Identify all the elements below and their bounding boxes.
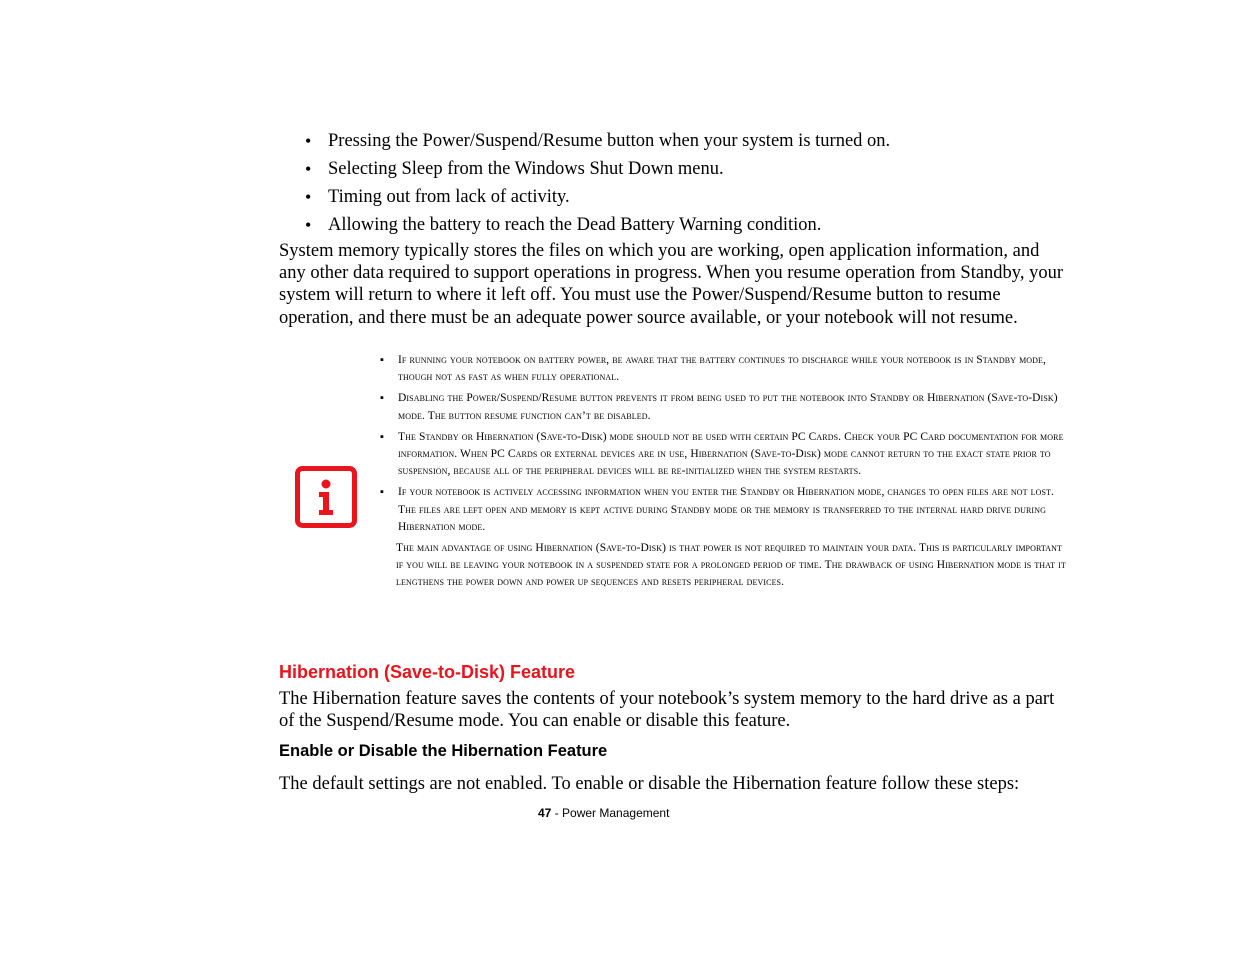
bullet-text: Allowing the battery to reach the Dead Battery Warning condition.: [328, 215, 822, 235]
note-item-text: The Standby or Hibernation (Save-to-Disk) mode should not be used with certain PC Cards. Check your PC Card documentation for more information. When PC Cards or external devices are in use, Hibernation (Save-to-Disk) mode cannot return to the exact state prior to suspension, because all of the peripheral devices will be re-initialized when the system restarts.: [398, 430, 1064, 478]
bullet-glyph: •: [305, 131, 312, 151]
square-bullet: ▪: [380, 486, 384, 499]
note-item-text: If your notebook is actively accessing information when you enter the Standby or Hibernation mode, changes to open files are not lost. The files are left open and memory is kept active during Standby mode or the memory is transferred to the internal hard drive during Hibernation mode.: [398, 486, 1055, 533]
section-paragraph: The Hibernation feature saves the contents of your notebook’s system memory to the hard drive as a part of the Suspend/Resume mode. You can enable or disable this feature.: [279, 689, 1055, 732]
bullet-glyph: •: [305, 159, 312, 179]
bullet-text: Pressing the Power/Suspend/Resume button when your system is turned on.: [328, 131, 891, 151]
square-bullet: ▪: [380, 430, 384, 443]
list-item: [305, 127, 1105, 155]
chapter-title: Power Management: [562, 806, 670, 820]
square-bullet: ▪: [380, 354, 384, 366]
note-box: [380, 352, 1070, 592]
bullet-text: Timing out from lack of activity.: [328, 187, 570, 207]
bullet-glyph: •: [305, 187, 312, 207]
bullet-text: Selecting Sleep from the Windows Shut Down menu.: [328, 159, 724, 179]
page-footer: [538, 806, 669, 820]
list-item: [305, 211, 1105, 239]
footer-separator: -: [551, 806, 563, 820]
subsection-heading: Enable or Disable the Hibernation Feature: [279, 742, 608, 760]
bullet-glyph: •: [305, 215, 312, 235]
note-item: [380, 484, 1070, 536]
note-item: [380, 429, 1070, 481]
bullet-list: [305, 127, 1105, 239]
list-item: [305, 155, 1105, 183]
intro-paragraph: System memory typically stores the files on which you are working, open application information, and any other data required to support operations in progress. When you resume operation from Standby, your system will return to where it left off. You must use the Power/Suspend/Resume button to resume operation, and there must be an adequate power source available, or your notebook will not resume.: [279, 241, 1064, 328]
note-item: [380, 352, 1070, 386]
list-item: [305, 183, 1105, 211]
note-item-text: Disabling the Power/Suspend/Resume button prevents it from being used to put the notebook into Standby or Hibernation (Save-to-Disk) mode. The button resume function can’t be disabled.: [398, 392, 1058, 422]
page-number: 47: [538, 806, 552, 820]
note-item-text: If running your notebook on battery power, be aware that the battery continues to discharge while your notebook is in Standby mode, though not as fast as when fully operational.: [398, 354, 1046, 384]
info-icon: [295, 466, 357, 528]
square-bullet: ▪: [380, 392, 384, 405]
note-item: [380, 390, 1070, 424]
subsection-paragraph: The default settings are not enabled. To enable or disable the Hibernation feature follow these steps:: [279, 774, 1020, 794]
note-closing: The main advantage of using Hibernation (Save-to-Disk) is that power is not required to maintain your data. This is particularly important if you will be leaving your notebook in a suspended state for a prolonged period of time. The drawback of using Hibernation mode is that it lengthens the power down and power up sequences and resets peripheral devices.: [396, 542, 1066, 589]
section-heading: Hibernation (Save-to-Disk) Feature: [279, 662, 576, 682]
